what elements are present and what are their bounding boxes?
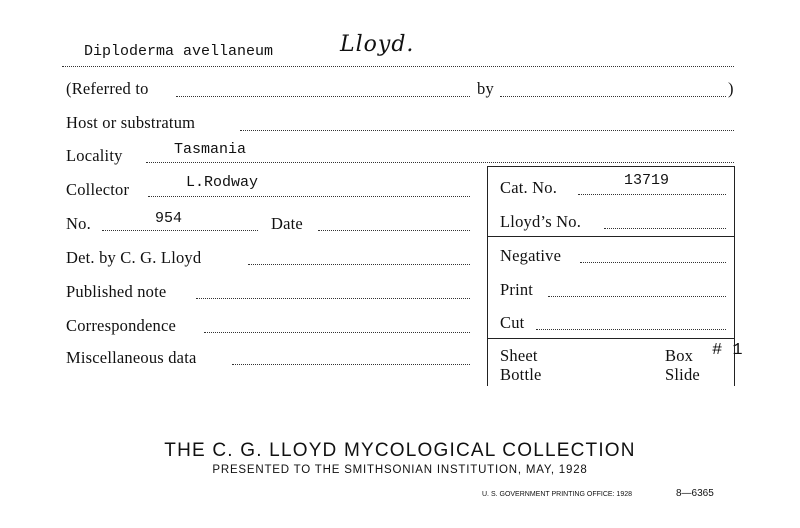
negative-line (580, 262, 726, 263)
slide-label: Slide (665, 365, 700, 384)
collector-value: L.Rodway (186, 174, 259, 191)
by-label: by (477, 79, 494, 98)
cat-no-value: 13719 (624, 172, 670, 189)
date-line (318, 230, 470, 231)
cat-no-line (578, 194, 726, 195)
collector-line (148, 196, 470, 197)
locality-value: Tasmania (174, 141, 247, 158)
det-by-line (248, 264, 470, 265)
cut-line (536, 329, 726, 330)
misc-data-label: Miscellaneous data (66, 348, 197, 367)
close-paren: ) (728, 79, 734, 98)
collection-title: THE C. G. LLOYD MYCOLOGICAL COLLECTION (164, 440, 636, 461)
right-box-left-border (487, 166, 488, 386)
correspondence-line (204, 332, 470, 333)
date-label: Date (271, 214, 303, 233)
taxon-author-handwritten: Lloyd. (340, 32, 415, 57)
det-by-label: Det. by C. G. Lloyd (66, 248, 202, 267)
sheet-label: Sheet (500, 346, 538, 365)
negative-label: Negative (500, 246, 562, 265)
printer-imprint: U. S. GOVERNMENT PRINTING OFFICE: 1928 (482, 491, 633, 498)
misc-data-line (232, 364, 470, 365)
print-label: Print (500, 280, 534, 299)
box-label: Box (665, 346, 694, 365)
correspondence-label: Correspondence (66, 316, 177, 335)
lloyds-no-line (604, 228, 726, 229)
right-box-top-border (487, 166, 734, 167)
collection-subtitle: PRESENTED TO THE SMITHSONIAN INSTITUTION, MAY, 1928 (212, 464, 588, 476)
host-label: Host or substratum (66, 113, 196, 132)
right-box-divider-1 (487, 236, 734, 237)
cat-no-label: Cat. No. (500, 178, 558, 197)
box-value: # 1 (712, 341, 743, 360)
referred-to-label: (Referred to (66, 79, 149, 98)
taxon-name: Diploderma avellaneum (84, 43, 274, 60)
published-note-line (196, 298, 470, 299)
bottle-label: Bottle (500, 365, 542, 384)
lloyds-no-label: Lloyd’s No. (500, 212, 582, 231)
form-number: 8—6365 (676, 488, 714, 499)
host-line (240, 130, 734, 131)
published-note-label: Published note (66, 282, 167, 301)
cut-label: Cut (500, 313, 525, 332)
by-line (500, 96, 726, 97)
right-box-divider-2 (487, 338, 734, 339)
no-value: 954 (155, 210, 183, 227)
locality-label: Locality (66, 146, 123, 165)
no-label: No. (66, 214, 91, 233)
locality-line (146, 162, 734, 163)
collector-label: Collector (66, 180, 130, 199)
print-line (548, 296, 726, 297)
no-line (102, 230, 258, 231)
taxon-underline (62, 66, 734, 67)
referred-to-line (176, 96, 470, 97)
